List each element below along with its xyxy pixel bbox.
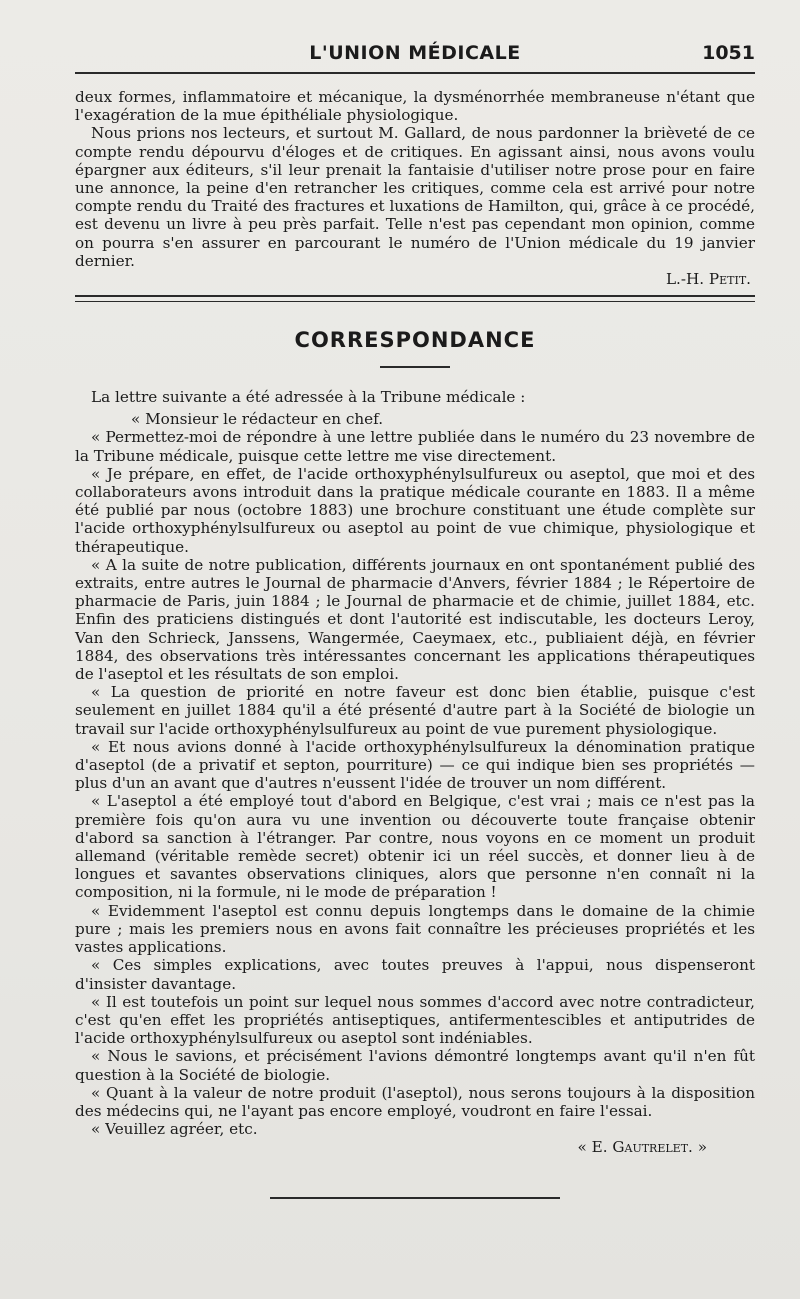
- letter-paragraph: « Veuillez agréer, etc.: [91, 1120, 258, 1139]
- letter-paragraph: « Je prépare, en effet, de l'acide orthoxyphénylsulfureux ou aseptol, que moi et des collaborateurs avons introduit dans la pratique médicale courante en 1883. Il a même été publié par nous (octobre 1883) une brochure constituant une étude complète sur l'acide orthoxyphénylsulfureux ou aseptol au point de vue chimique, physiologique et thérapeutique.: [75, 464, 755, 556]
- letter-paragraph: « A la suite de notre publication, différents journaux en ont spontanément publié des extraits, entre autres le Journal de pharmacie d'Anvers, février 1884 ; le Répertoire de pharmacie de Paris, juin 1884 ; le Journal de pharmacie et de chimie, juillet 1884, etc. Enfin des praticiens distingués et dont l'autorité est indiscutable, les docteurs Leroy, Van den Schrieck, Janssens, Wangermée, Caeymaex, etc., publiaient déjà, en février 1884, des observations très intéressantes concernant les applications thérapeutiques de l'aseptol et les résultats de son emploi.: [75, 555, 755, 684]
- letter-body: [75, 388, 755, 1157]
- letter-paragraph: « Permettez-moi de répondre à une lettre publiée dans le numéro du 23 novembre de la Tribune médicale, puisque cette lettre me vise directement.: [75, 428, 755, 465]
- section-title: CORRESPONDANCE: [294, 328, 536, 352]
- letter-paragraph: « Quant à la valeur de notre produit (l'aseptol), nous serons toujours à la disposition des médecins qui, ne l'ayant pas encore employé, voudront en faire l'essai.: [75, 1083, 755, 1120]
- letter-paragraph: « La question de priorité en notre faveur est donc bien établie, puisque c'est seulement en juillet 1884 qu'il a été présenté d'autre part à la Société de biologie un travail sur l'acide orthoxyphénylsulfureux au point de vue purement physiologique.: [75, 683, 755, 738]
- page-number: 1051: [702, 42, 755, 64]
- letter-paragraph: « L'aseptol a été employé tout d'abord en Belgique, c'est vrai ; mais ce n'est pas la première fois qu'on aura vu une invention ou découverte toute française obtenir d'abord sa sanction à l'étranger. Par contre, nous voyons en ce moment un produit allemand (véritable remède secret) obtenir ici un réel succès, et donner lieu à de longues et savantes observations cliniques, alors que personne n'en connaît ni la composition, ni la formule, ni le mode de préparation !: [75, 792, 755, 902]
- review-paragraph: Nous prions nos lecteurs, et surtout M. Gallard, de nous pardonner la brièveté de ce compte rendu dépourvu d'éloges et de critiques. En agissant ainsi, nous avons voulu épargner aux éditeurs, s'il leur prenait la fantaisie d'utiliser notre prose pour en faire une annonce, la peine d'en retrancher les critiques, comme cela est arrivé pour notre compte rendu du Traité des fractures et luxations de Hamilton, qui, grâce à ce procédé, est devenu un livre à peu près parfait. Telle n'est pas cependant mon opinion, comme on pourra s'en assurer en parcourant le numéro de l'Union médicale du 19 janvier dernier.: [75, 124, 755, 270]
- letter-paragraph: « Il est toutefois un point sur lequel nous sommes d'accord avec notre contradicteur, c'est qu'en effet les propriétés antiseptiques, antifermentescibles et antiputrides de l'acide orthoxyphénylsulfureux ou aseptol sont indéniables.: [75, 992, 755, 1048]
- letter-paragraph: « Ces simples explications, avec toutes preuves à l'appui, nous dispenseront d'insister davantage.: [75, 956, 755, 993]
- letter-intro: La lettre suivante a été adressée à la Tribune médicale :: [91, 388, 526, 406]
- header-rule: [75, 72, 755, 74]
- section-divider: [75, 295, 755, 302]
- letter-paragraph: « Et nous avions donné à l'acide orthoxyphénylsulfureux la dénomination pratique d'aseptol (de a privatif et septon, pourriture) — ce qui indique bien ses propriétés — plus d'un an avant que d'autres n'eussent l'idée de trouver un nom différent.: [75, 737, 755, 793]
- review-paragraph: deux formes, inflammatoire et mécanique, la dysménorrhée membraneuse n'étant que l'exagération de la mue épithéliale physiologique.: [75, 88, 755, 125]
- letter-salutation: « Monsieur le rédacteur en chef.: [131, 410, 384, 429]
- letter-signature: « E. Gautrelet. »: [577, 1138, 707, 1157]
- letter-paragraph: « Nous le savions, et précisément l'avions démontré longtemps avant qu'il n'en fût question à la Société de biologie.: [75, 1047, 755, 1084]
- page-header: [75, 42, 755, 74]
- title-underline: [380, 366, 450, 368]
- letter-paragraph: « Evidemment l'aseptol est connu depuis longtemps dans le domaine de la chimie pure ; mais les premiers nous en avons fait connaître les précieuses propriétés et les vastes applications.: [75, 901, 755, 957]
- review-conclusion: [75, 88, 755, 288]
- review-signature: L.-H. Petit.: [665, 270, 751, 289]
- running-head: L'UNION MÉDICALE: [309, 42, 521, 64]
- end-rule: [270, 1197, 560, 1199]
